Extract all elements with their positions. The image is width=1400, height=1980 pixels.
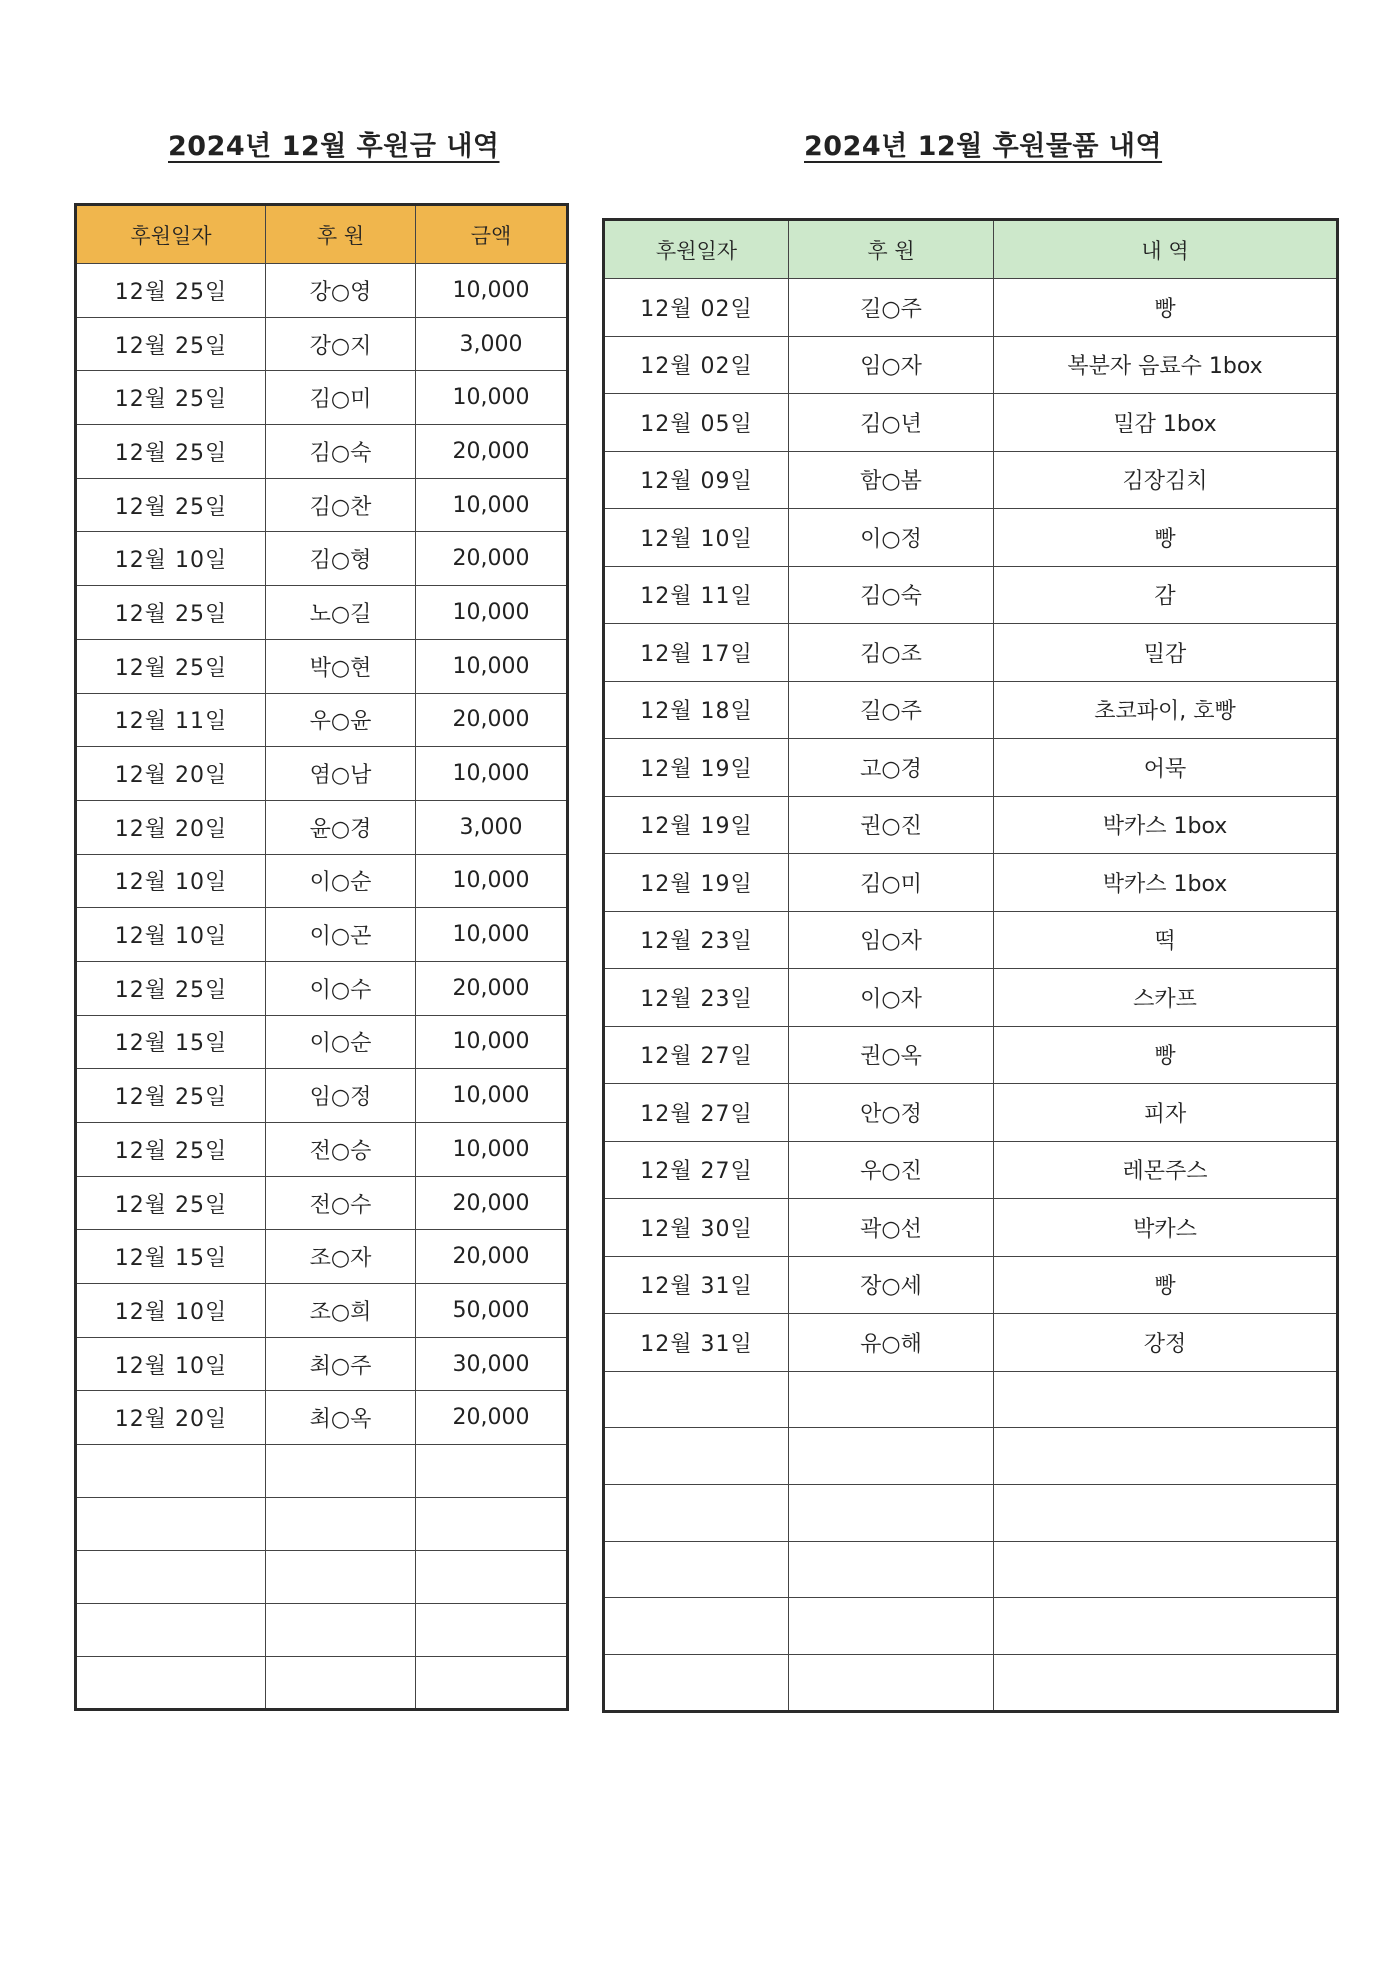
empty-cell [789, 1541, 994, 1598]
items-cell: 김장김치 [994, 451, 1338, 509]
items-cell: 빵 [994, 1256, 1338, 1314]
items-cell: 스카프 [994, 969, 1338, 1027]
table-row [76, 1176, 568, 1230]
donor-cell: 박○현 [266, 639, 416, 693]
date-cell: 12월 15일 [76, 1230, 266, 1284]
table-row [76, 264, 568, 318]
date-cell: 12월 31일 [604, 1314, 789, 1372]
empty-cell [604, 1654, 789, 1711]
empty-cell [994, 1654, 1338, 1711]
empty-table-row [604, 1654, 1338, 1711]
donor-cell: 최○옥 [266, 1391, 416, 1445]
date-cell: 12월 20일 [76, 1391, 266, 1445]
items-cell: 떡 [994, 911, 1338, 969]
table-row [76, 317, 568, 371]
donor-cell: 조○희 [266, 1284, 416, 1338]
donor-cell: 이○수 [266, 961, 416, 1015]
date-cell: 12월 19일 [604, 854, 789, 912]
empty-cell [266, 1657, 416, 1710]
donor-cell: 길○주 [789, 279, 994, 337]
empty-cell [266, 1604, 416, 1657]
empty-cell [76, 1604, 266, 1657]
amount-cell: 10,000 [416, 586, 568, 640]
amount-cell: 10,000 [416, 908, 568, 962]
date-cell: 12월 25일 [76, 425, 266, 479]
donor-cell: 강○영 [266, 264, 416, 318]
amount-cell: 10,000 [416, 1123, 568, 1177]
table-row [76, 532, 568, 586]
items-cell: 초코파이, 호빵 [994, 681, 1338, 739]
table-row [76, 586, 568, 640]
empty-cell [789, 1428, 994, 1485]
column-header-items: 내 역 [994, 220, 1338, 279]
amount-cell: 20,000 [416, 425, 568, 479]
table-row [76, 1123, 568, 1177]
items-cell: 밀감 1box [994, 394, 1338, 452]
donor-cell: 유○해 [789, 1314, 994, 1372]
donor-cell: 김○숙 [266, 425, 416, 479]
date-cell: 12월 18일 [604, 681, 789, 739]
amount-cell: 20,000 [416, 1391, 568, 1445]
donor-cell: 염○남 [266, 747, 416, 801]
empty-table-row [604, 1598, 1338, 1655]
empty-table-row [76, 1551, 568, 1604]
items-cell: 강정 [994, 1314, 1338, 1372]
table-row [604, 1199, 1338, 1257]
items-cell: 감 [994, 566, 1338, 624]
date-cell: 12월 27일 [604, 1084, 789, 1142]
amount-cell: 20,000 [416, 693, 568, 747]
amount-cell: 10,000 [416, 854, 568, 908]
date-cell: 12월 23일 [604, 969, 789, 1027]
table-row [604, 1026, 1338, 1084]
donor-cell: 전○수 [266, 1176, 416, 1230]
donor-cell: 권○옥 [789, 1026, 994, 1084]
table-row [76, 747, 568, 801]
items-cell: 빵 [994, 1026, 1338, 1084]
amount-cell: 20,000 [416, 961, 568, 1015]
date-cell: 12월 10일 [76, 854, 266, 908]
items-cell: 어묵 [994, 739, 1338, 797]
empty-cell [76, 1445, 266, 1498]
table-row [76, 908, 568, 962]
empty-table-row [76, 1445, 568, 1498]
amount-cell: 3,000 [416, 317, 568, 371]
amount-cell: 20,000 [416, 532, 568, 586]
donor-cell: 김○년 [789, 394, 994, 452]
amount-cell: 20,000 [416, 1176, 568, 1230]
amount-cell: 10,000 [416, 371, 568, 425]
date-cell: 12월 20일 [76, 747, 266, 801]
donor-cell: 김○미 [789, 854, 994, 912]
table-row [604, 911, 1338, 969]
table-row [604, 854, 1338, 912]
amount-cell: 30,000 [416, 1337, 568, 1391]
date-cell: 12월 23일 [604, 911, 789, 969]
table-row [76, 800, 568, 854]
table-row [604, 509, 1338, 567]
donor-cell: 이○자 [789, 969, 994, 1027]
empty-cell [789, 1598, 994, 1655]
empty-cell [789, 1371, 994, 1428]
donor-cell: 노○길 [266, 586, 416, 640]
donor-cell: 조○자 [266, 1230, 416, 1284]
table-row [604, 969, 1338, 1027]
table-row [604, 681, 1338, 739]
amount-cell: 10,000 [416, 639, 568, 693]
empty-cell [994, 1371, 1338, 1428]
empty-cell [416, 1604, 568, 1657]
table-header-row [76, 205, 568, 264]
donation-money-title: 2024년 12월 후원금 내역 [168, 131, 500, 162]
table-row [76, 854, 568, 908]
table-row [604, 624, 1338, 682]
date-cell: 12월 27일 [604, 1026, 789, 1084]
donor-cell: 우○윤 [266, 693, 416, 747]
column-header-donor: 후 원 [266, 205, 416, 264]
items-cell: 밀감 [994, 624, 1338, 682]
date-cell: 12월 25일 [76, 317, 266, 371]
empty-cell [789, 1484, 994, 1541]
empty-cell [76, 1498, 266, 1551]
items-cell: 박카스 [994, 1199, 1338, 1257]
donor-cell: 안○정 [789, 1084, 994, 1142]
empty-cell [416, 1551, 568, 1604]
donation-goods-title: 2024년 12월 후원물품 내역 [804, 131, 1163, 162]
date-cell: 12월 25일 [76, 639, 266, 693]
empty-table-row [76, 1657, 568, 1710]
empty-table-row [604, 1428, 1338, 1485]
empty-table-row [76, 1498, 568, 1551]
amount-cell: 10,000 [416, 478, 568, 532]
items-cell: 박카스 1box [994, 854, 1338, 912]
date-cell: 12월 19일 [604, 739, 789, 797]
table-row [604, 1314, 1338, 1372]
table-row [604, 336, 1338, 394]
donor-cell: 임○자 [789, 911, 994, 969]
empty-cell [416, 1445, 568, 1498]
donor-cell: 김○찬 [266, 478, 416, 532]
empty-cell [604, 1371, 789, 1428]
table-row [76, 693, 568, 747]
donation-goods-table [602, 218, 1339, 1713]
amount-cell: 10,000 [416, 1069, 568, 1123]
donor-cell: 최○주 [266, 1337, 416, 1391]
donor-cell: 함○봄 [789, 451, 994, 509]
empty-cell [994, 1541, 1338, 1598]
donor-cell: 곽○선 [789, 1199, 994, 1257]
table-row [604, 1084, 1338, 1142]
table-row [76, 961, 568, 1015]
empty-cell [416, 1498, 568, 1551]
empty-cell [789, 1654, 994, 1711]
table-row [76, 1391, 568, 1445]
table-row [76, 1015, 568, 1069]
date-cell: 12월 30일 [604, 1199, 789, 1257]
date-cell: 12월 05일 [604, 394, 789, 452]
date-cell: 12월 10일 [76, 532, 266, 586]
table-row [604, 1141, 1338, 1199]
column-header-amount: 금액 [416, 205, 568, 264]
donor-cell: 고○경 [789, 739, 994, 797]
date-cell: 12월 10일 [76, 908, 266, 962]
table-row [604, 394, 1338, 452]
date-cell: 12월 25일 [76, 586, 266, 640]
table-row [604, 739, 1338, 797]
table-row [604, 796, 1338, 854]
amount-cell: 10,000 [416, 264, 568, 318]
donor-cell: 이○곤 [266, 908, 416, 962]
donor-cell: 김○조 [789, 624, 994, 682]
date-cell: 12월 10일 [604, 509, 789, 567]
donor-cell: 임○자 [789, 336, 994, 394]
table-row [76, 371, 568, 425]
date-cell: 12월 25일 [76, 478, 266, 532]
date-cell: 12월 25일 [76, 264, 266, 318]
donor-cell: 이○순 [266, 1015, 416, 1069]
table-row [76, 1337, 568, 1391]
donor-cell: 권○진 [789, 796, 994, 854]
items-cell: 레몬주스 [994, 1141, 1338, 1199]
date-cell: 12월 17일 [604, 624, 789, 682]
empty-table-row [604, 1484, 1338, 1541]
donor-cell: 이○정 [789, 509, 994, 567]
donor-cell: 길○주 [789, 681, 994, 739]
donor-cell: 김○미 [266, 371, 416, 425]
date-cell: 12월 27일 [604, 1141, 789, 1199]
donor-cell: 김○숙 [789, 566, 994, 624]
date-cell: 12월 25일 [76, 371, 266, 425]
table-row [76, 639, 568, 693]
donor-cell: 장○세 [789, 1256, 994, 1314]
items-cell: 복분자 음료수 1box [994, 336, 1338, 394]
table-row [76, 425, 568, 479]
date-cell: 12월 11일 [76, 693, 266, 747]
empty-cell [266, 1445, 416, 1498]
empty-cell [604, 1541, 789, 1598]
empty-table-row [604, 1541, 1338, 1598]
column-header-donor: 후 원 [789, 220, 994, 279]
table-row [76, 478, 568, 532]
table-row [76, 1230, 568, 1284]
date-cell: 12월 02일 [604, 336, 789, 394]
donor-cell: 강○지 [266, 317, 416, 371]
empty-cell [266, 1498, 416, 1551]
date-cell: 12월 11일 [604, 566, 789, 624]
empty-cell [416, 1657, 568, 1710]
column-header-date: 후원일자 [76, 205, 266, 264]
donor-cell: 전○승 [266, 1123, 416, 1177]
empty-cell [76, 1657, 266, 1710]
donor-cell: 김○형 [266, 532, 416, 586]
amount-cell: 50,000 [416, 1284, 568, 1338]
donation-money-table [74, 203, 569, 1711]
empty-cell [994, 1598, 1338, 1655]
empty-table-row [76, 1604, 568, 1657]
donor-cell: 윤○경 [266, 800, 416, 854]
amount-cell: 10,000 [416, 747, 568, 801]
table-row [76, 1284, 568, 1338]
empty-cell [604, 1484, 789, 1541]
date-cell: 12월 10일 [76, 1337, 266, 1391]
date-cell: 12월 31일 [604, 1256, 789, 1314]
date-cell: 12월 02일 [604, 279, 789, 337]
amount-cell: 10,000 [416, 1015, 568, 1069]
amount-cell: 20,000 [416, 1230, 568, 1284]
table-header-row [604, 220, 1338, 279]
empty-cell [266, 1551, 416, 1604]
donor-cell: 이○순 [266, 854, 416, 908]
empty-cell [994, 1484, 1338, 1541]
items-cell: 빵 [994, 509, 1338, 567]
date-cell: 12월 15일 [76, 1015, 266, 1069]
amount-cell: 3,000 [416, 800, 568, 854]
empty-cell [76, 1551, 266, 1604]
date-cell: 12월 25일 [76, 1123, 266, 1177]
date-cell: 12월 10일 [76, 1284, 266, 1338]
table-row [76, 1069, 568, 1123]
empty-cell [994, 1428, 1338, 1485]
items-cell: 피자 [994, 1084, 1338, 1142]
date-cell: 12월 25일 [76, 1069, 266, 1123]
table-row [604, 279, 1338, 337]
items-cell: 빵 [994, 279, 1338, 337]
table-row [604, 566, 1338, 624]
empty-table-row [604, 1371, 1338, 1428]
date-cell: 12월 20일 [76, 800, 266, 854]
empty-cell [604, 1598, 789, 1655]
items-cell: 박카스 1box [994, 796, 1338, 854]
date-cell: 12월 25일 [76, 961, 266, 1015]
table-row [604, 1256, 1338, 1314]
donor-cell: 우○진 [789, 1141, 994, 1199]
table-row [604, 451, 1338, 509]
date-cell: 12월 19일 [604, 796, 789, 854]
date-cell: 12월 25일 [76, 1176, 266, 1230]
date-cell: 12월 09일 [604, 451, 789, 509]
column-header-date: 후원일자 [604, 220, 789, 279]
donor-cell: 임○정 [266, 1069, 416, 1123]
empty-cell [604, 1428, 789, 1485]
